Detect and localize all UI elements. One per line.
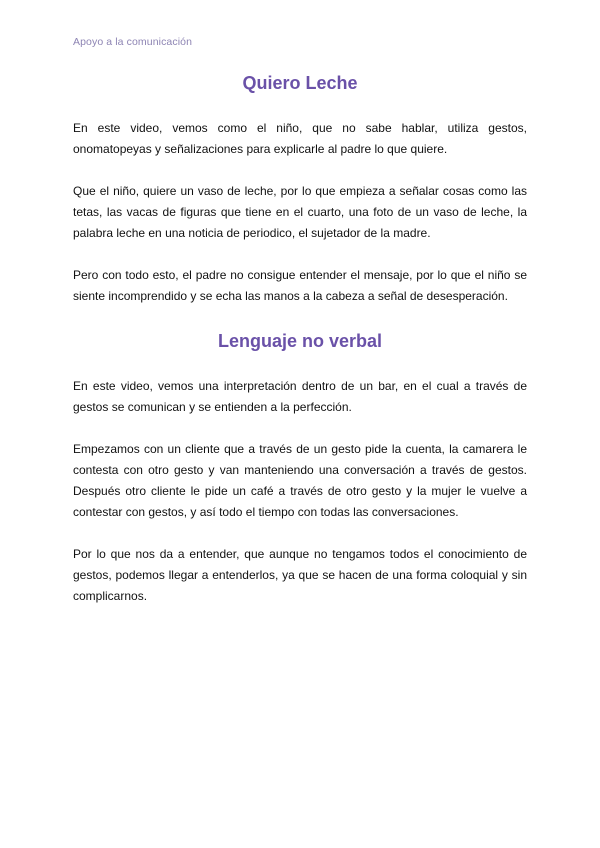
running-header: Apoyo a la comunicación <box>73 36 193 48</box>
paragraph: Por lo que nos da a entender, que aunque no tengamos todos el conocimiento de gestos, podemos llegar a entenderlos, ya que se hacen de una forma coloquial y sin complicarnos. <box>73 547 527 603</box>
paragraph: Que el niño, quiere un vaso de leche, por lo que empieza a señalar cosas como las tetas, las vacas de figuras que tiene en el cuarto, una foto de un vaso de leche, la palabra leche en una noticia de periodico, el sujetador de la madre. <box>73 184 527 240</box>
paragraph: Empezamos con un cliente que a través de un gesto pide la cuenta, la camarera le contesta con otro gesto y van manteniendo una conversación a través de gestos. Después otro cliente le pide un café a través de otro gesto y la mujer le vuelve a contestar con gestos, y así todo el tiempo con todas las conversaciones. <box>73 442 527 519</box>
paragraph: En este video, vemos una interpretación dentro de un bar, en el cual a través de gestos se comunican y se entienden a la perfección. <box>73 379 527 414</box>
section-quiero-leche <box>73 70 527 307</box>
paragraph: Pero con todo esto, el padre no consigue entender el mensaje, por lo que el niño se siente incomprendido y se echa las manos a la cabeza a señal de desesperación. <box>73 268 527 303</box>
paragraph: En este video, vemos como el niño, que no sabe hablar, utiliza gestos, onomatopeyas y señalizaciones para explicarle al padre lo que quiere. <box>73 121 527 156</box>
document-body <box>73 70 527 628</box>
section-lenguaje-no-verbal <box>73 328 527 607</box>
section-title: Lenguaje no verbal <box>217 331 383 351</box>
section-title: Quiero Leche <box>242 73 358 93</box>
